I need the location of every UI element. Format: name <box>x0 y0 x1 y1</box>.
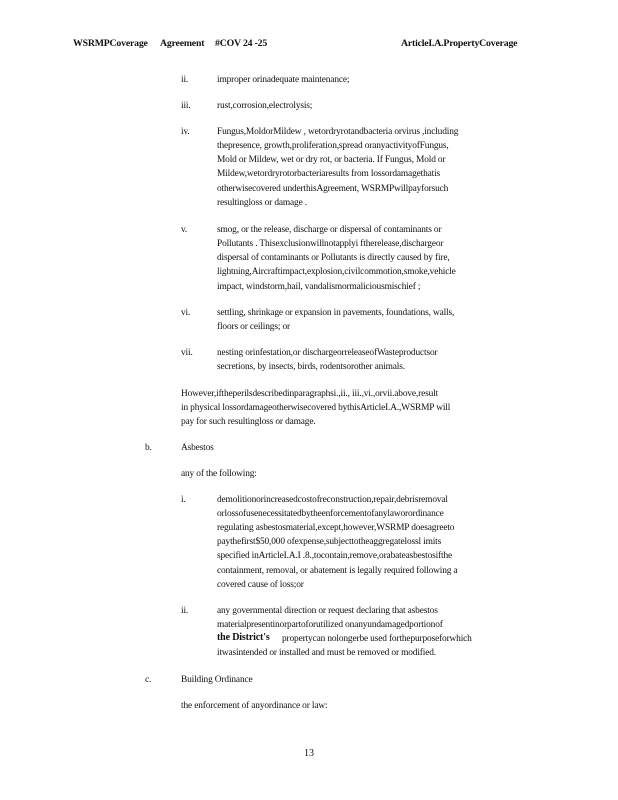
item-number: i. <box>181 495 186 505</box>
item-text: improper orinadequate maintenance; <box>217 75 350 85</box>
item-text: regulating asbestosmaterial,except,however,WSRMP doesagreeto <box>217 523 455 533</box>
item-text: orlossofusenecessitatedbytheenforcementofanylaworordinance <box>217 509 444 519</box>
item-text: secretions, by insects, birds, rodentsorother animals. <box>217 362 405 372</box>
header-number: #COV 24 -25 <box>215 38 268 49</box>
section-intro: the enforcement of anyordinance or law: <box>181 701 328 711</box>
item-text: rust,corrosion,electrolysis; <box>217 101 313 111</box>
item-text: lightning,Aircraftimpact,explosion,civilcommotion,smoke,vehicle <box>217 267 456 277</box>
item-number: ii. <box>181 75 189 85</box>
section-label: c. <box>145 675 152 685</box>
item-text: materialpresentinorpartoforutilized onanyundamagedportionof <box>217 620 443 630</box>
item-text: propertycan nolongerbe used forthepurposeforwhich <box>282 634 472 644</box>
item-text: otherwisecovered underthisAgreement, WSRMPwillpayforsuch <box>217 184 449 194</box>
item-text: impact, windstorm,hail, vandalismormaliciousmischief ; <box>217 282 421 292</box>
item-text: floors or ceilings; or <box>217 322 290 332</box>
header-right: ArticleI.A.PropertyCoverage <box>401 38 518 49</box>
item-text: paythefirst$50,000 ofexpense,subjecttotheaggregatelossl imits <box>217 537 442 547</box>
item-number: vii. <box>181 348 193 358</box>
item-text: Mold or Mildew, wet or dry rot, or bacteria. If Fungus, Mold or <box>217 155 446 165</box>
item-text: nesting orinfestation,or dischargeorreleaseofWasteproductsor <box>217 348 438 358</box>
district-name: the District's <box>217 632 270 643</box>
item-text: thepresence, growth,proliferation,spread oranyactivityofFungus, <box>217 141 449 151</box>
however-text: However,iftheperilsdescribedinparagraphsi.,ii., iii.,vi.,orvii.above,result <box>181 389 439 399</box>
header-agreement: Agreement <box>160 38 205 49</box>
item-text: itwasintended or installed and must be removed or modified. <box>217 648 436 658</box>
item-number: iii. <box>181 101 191 111</box>
page-number: 13 <box>304 748 314 759</box>
item-text: containment, removal, or abatement is legally required following a <box>217 566 458 576</box>
item-text: resultingloss or damage . <box>217 198 307 208</box>
item-number: iv. <box>181 127 190 137</box>
item-number: vi. <box>181 308 191 318</box>
item-text: specified inArticleI.A.I .8.,tocontain,remove,orabateasbestosifthe <box>217 551 453 561</box>
item-text: Mildew,wetordryrotorbacteriaresults from lossordamagethatis <box>217 169 441 179</box>
item-text: smog, or the release, discharge or dispersal of contaminants or <box>217 225 442 235</box>
item-text: dispersal of contaminants or Pollutants is directly caused by fire, <box>217 253 450 263</box>
section-title: Asbestos <box>181 443 214 453</box>
item-text: covered cause of loss;or <box>217 580 304 590</box>
item-number: ii. <box>181 606 189 616</box>
item-number: v. <box>181 225 188 235</box>
section-title: Building Ordinance <box>181 675 253 685</box>
however-text: pay for such resultingloss or damage. <box>181 417 316 427</box>
item-text: settling, shrinkage or expansion in pavements, foundations, walls, <box>217 308 455 318</box>
item-text: Fungus,MoldorMildew , wetordryrotandbacteria orvirus ,including <box>217 127 459 137</box>
however-text: in physical lossordamageotherwisecovered bythisArticleI.A.,WSRMP will <box>181 403 451 413</box>
item-text: Pollutants . Thisexclusionwillnotapplyi ftherelease,dischargeor <box>217 239 444 249</box>
item-text: demolitionorincreasedcostofreconstruction,repair,debrisremoval <box>217 495 448 505</box>
section-intro: any of the following: <box>181 469 257 479</box>
section-label: b. <box>145 443 152 453</box>
header-left: WSRMPCoverage <box>73 38 148 49</box>
item-text: any governmental direction or request declaring that asbestos <box>217 606 438 616</box>
